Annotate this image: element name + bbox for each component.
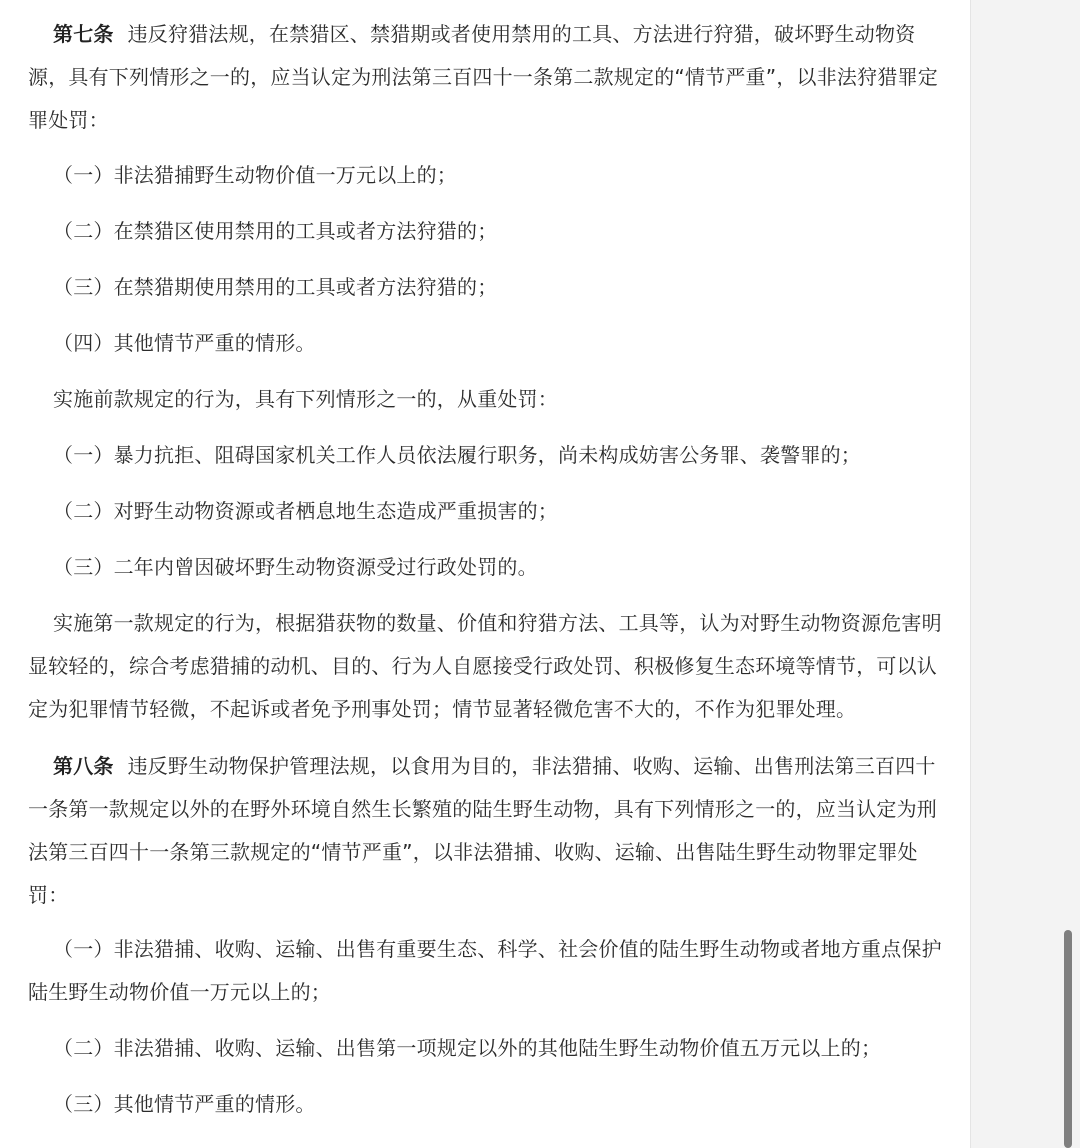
scrollbar-thumb[interactable] (1064, 930, 1072, 1148)
scrollbar-track[interactable] (970, 0, 1080, 1148)
article-8-item-1: （一）非法猎捕、收购、运输、出售有重要生态、科学、社会价值的陆生野生动物或者地方重点保护陆生野生动物价值一万元以上的； (28, 937, 942, 1004)
article-7-aggravating-item-3: （三）二年内曾因破坏野生动物资源受过行政处罚的。 (53, 555, 538, 579)
article-7-heading: 第七条 (53, 22, 114, 46)
article-7-intro-text: 违反狩猎法规，在禁猎区、禁猎期或者使用禁用的工具、方法进行狩猎，破坏野生动物资源，具有下列情形之一的，应当认定为刑法第三百四十一条第二款规定的“情节严重”，以非法狩猎罪定罪处罚： (28, 22, 938, 132)
article-8-heading: 第八条 (53, 754, 114, 778)
article-8-intro (28, 745, 948, 917)
article-8-item-3: （三）其他情节严重的情形。 (53, 1092, 316, 1116)
article-8-item-2: （二）非法猎捕、收购、运输、出售第一项规定以外的其他陆生野生动物价值五万元以上的； (53, 1036, 882, 1060)
article-7-aggravating-item-1: （一）暴力抗拒、阻碍国家机关工作人员依法履行职务，尚未构成妨害公务罪、袭警罪的； (53, 443, 861, 467)
article-7-aggravating-intro: 实施前款规定的行为，具有下列情形之一的，从重处罚： (53, 387, 558, 411)
article-8-intro-text: 违反野生动物保护管理法规，以食用为目的，非法猎捕、收购、运输、出售刑法第三百四十一条第一款规定以外的在野外环境自然生长繁殖的陆生野生动物，具有下列情形之一的，应当认定为刑法第三百四十一条第三款规定的“情节严重”，以非法猎捕、收购、运输、出售陆生野生动物罪定罪处罚： (28, 754, 937, 907)
article-7-item-4: （四）其他情节严重的情形。 (53, 331, 316, 355)
article-7-aggravating-item-2: （二）对野生动物资源或者栖息地生态造成严重损害的； (53, 499, 558, 523)
article-7-item-2: （二）在禁猎区使用禁用的工具或者方法狩猎的； (53, 219, 498, 243)
article-7-lenient-clause: 实施第一款规定的行为，根据猎获物的数量、价值和狩猎方法、工具等，认为对野生动物资源危害明显较轻的，综合考虑猎捕的动机、目的、行为人自愿接受行政处罚、积极修复生态环境等情节，可以认定为犯罪情节轻微，不起诉或者免予刑事处罚；情节显著轻微危害不大的，不作为犯罪处理。 (28, 611, 942, 721)
article-7-intro (28, 13, 948, 142)
article-7-item-1: （一）非法猎捕野生动物价值一万元以上的； (53, 163, 457, 187)
article-7-item-3: （三）在禁猎期使用禁用的工具或者方法狩猎的； (53, 275, 498, 299)
